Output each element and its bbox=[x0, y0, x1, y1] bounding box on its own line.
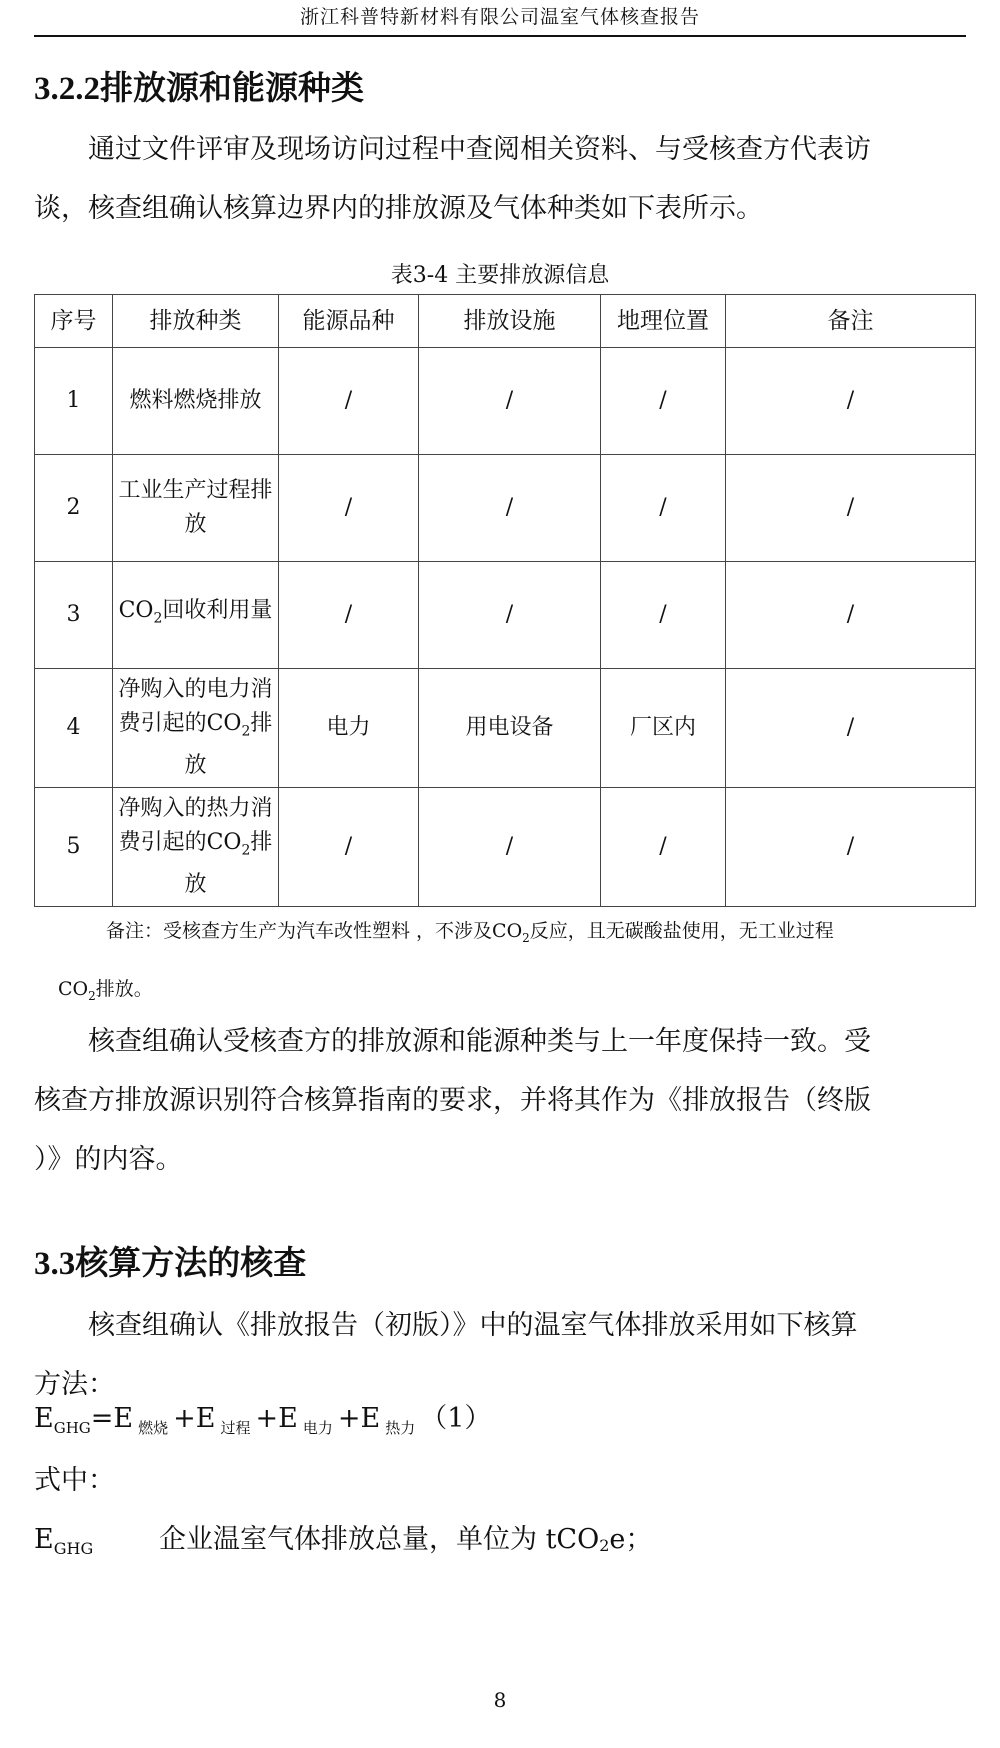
cell-remark: / bbox=[726, 455, 976, 562]
intro-line-2: 谈，核查组确认核算边界内的排放源及气体种类如下表所示。 bbox=[34, 193, 763, 224]
cell-energy: / bbox=[279, 455, 419, 562]
cell-type: 工业生产过程排放 bbox=[113, 455, 279, 562]
cell-location: / bbox=[601, 788, 726, 907]
method-line-2: 方法： bbox=[34, 1369, 115, 1400]
definition-row bbox=[34, 1517, 652, 1558]
section-title: 核算方法的核查 bbox=[75, 1243, 307, 1282]
cell-location: / bbox=[601, 455, 726, 562]
note-text: 备注：受核查方生产为汽车改性塑料 ，不涉及CO bbox=[106, 920, 523, 942]
header-type: 排放种类 bbox=[113, 295, 279, 348]
formula-subscript: GHG bbox=[53, 1419, 91, 1437]
table-row bbox=[35, 348, 976, 455]
cell-no: 3 bbox=[35, 562, 113, 669]
header-energy: 能源品种 bbox=[279, 295, 419, 348]
table-caption: 表3-4 主要排放源信息 bbox=[390, 263, 610, 288]
cell-facility: / bbox=[419, 788, 601, 907]
cell-type bbox=[113, 788, 279, 907]
symbol-subscript: GHG bbox=[53, 1539, 94, 1558]
cell-type-text: 排放 bbox=[184, 830, 273, 897]
cell-facility: 用电设备 bbox=[419, 669, 601, 788]
method-line-1: 核查组确认《排放报告（初版）》中的温室气体排放采用如下核算 bbox=[88, 1310, 858, 1341]
where-label: 式中： bbox=[34, 1465, 115, 1496]
header-remark: 备注 bbox=[726, 295, 976, 348]
cell-location: 厂区内 bbox=[601, 669, 726, 788]
formula-subscript: 过程 bbox=[220, 1419, 251, 1437]
intro-line-1: 通过文件评审及现场访问过程中查阅相关资料、与受核查方代表访 bbox=[88, 134, 871, 165]
cell-no: 4 bbox=[35, 669, 113, 788]
formula-symbol: +E bbox=[173, 1403, 216, 1434]
cell-type-text: 排放 bbox=[184, 711, 273, 778]
cell-remark: / bbox=[726, 669, 976, 788]
cell-remark: / bbox=[726, 562, 976, 669]
page-number: 8 bbox=[493, 1688, 507, 1712]
intro-paragraph bbox=[34, 120, 976, 238]
cell-no: 2 bbox=[35, 455, 113, 562]
cell-remark: / bbox=[726, 348, 976, 455]
formula-symbol: E bbox=[34, 1403, 54, 1434]
symbol-letter: E bbox=[34, 1524, 54, 1555]
conclusion-paragraph bbox=[34, 1012, 976, 1189]
table-row bbox=[35, 669, 976, 788]
cell-location: / bbox=[601, 348, 726, 455]
emission-formula bbox=[34, 1396, 491, 1438]
section-heading-3-3 bbox=[34, 1237, 306, 1284]
cell-type-text: 回收利用量 bbox=[162, 598, 273, 624]
conclusion-line-1: 核查组确认受核查方的排放源和能源种类与上一年度保持一致。受 bbox=[88, 1026, 871, 1057]
section-number: 3.2.2 bbox=[34, 71, 100, 107]
note-text: 排放。 bbox=[95, 977, 153, 1000]
cell-type: 燃料燃烧排放 bbox=[113, 348, 279, 455]
cell-facility: / bbox=[419, 455, 601, 562]
header-rule bbox=[34, 35, 966, 37]
emission-source-table bbox=[34, 294, 976, 907]
section-heading-3-2-2 bbox=[34, 62, 364, 109]
cell-no: 5 bbox=[35, 788, 113, 907]
table-header-row bbox=[35, 295, 976, 348]
cell-energy: / bbox=[279, 348, 419, 455]
formula-symbol: +E bbox=[255, 1403, 298, 1434]
cell-energy: 电力 bbox=[279, 669, 419, 788]
cell-type-text: 净购入的电力消费引起的CO bbox=[118, 677, 273, 737]
header-facility: 排放设施 bbox=[419, 295, 601, 348]
formula-subscript: 热力 bbox=[385, 1419, 416, 1437]
cell-remark: / bbox=[726, 788, 976, 907]
subscript: 2 bbox=[88, 988, 96, 1003]
note-text: 反应，且无碳酸盐使用，无工业过程 bbox=[529, 920, 834, 942]
formula-subscript: 电力 bbox=[302, 1419, 333, 1437]
subscript: 2 bbox=[241, 723, 251, 740]
definition-text: 企业温室气体排放总量，单位为 tCO bbox=[159, 1524, 600, 1555]
cell-facility: / bbox=[419, 348, 601, 455]
table-note bbox=[34, 906, 976, 1022]
header-location: 地理位置 bbox=[601, 295, 726, 348]
cell-energy: / bbox=[279, 562, 419, 669]
section-number: 3.3 bbox=[34, 1246, 76, 1282]
definition-text: e； bbox=[609, 1524, 653, 1555]
table-row bbox=[35, 788, 976, 907]
cell-location: / bbox=[601, 562, 726, 669]
cell-energy: / bbox=[279, 788, 419, 907]
conclusion-line-3: ）》的内容。 bbox=[34, 1144, 183, 1175]
subscript: 2 bbox=[522, 930, 530, 945]
formula-subscript: 燃烧 bbox=[138, 1419, 169, 1437]
formula-symbol: =E bbox=[90, 1403, 134, 1434]
formula-number: （1） bbox=[420, 1403, 492, 1434]
subscript: 2 bbox=[153, 610, 163, 627]
cell-facility: / bbox=[419, 562, 601, 669]
conclusion-line-2: 核查方排放源识别符合核算指南的要求，并将其作为《排放报告（终版 bbox=[34, 1085, 871, 1116]
table-row bbox=[35, 455, 976, 562]
cell-type-text: 净购入的热力消费引起的CO bbox=[118, 796, 273, 856]
note-text: CO bbox=[58, 977, 89, 1000]
definition-symbol bbox=[34, 1524, 159, 1558]
section-title: 排放源和能源种类 bbox=[100, 68, 364, 107]
running-header: 浙江科普特新材料有限公司温室气体核查报告 bbox=[299, 6, 700, 28]
cell-type bbox=[113, 562, 279, 669]
cell-type bbox=[113, 669, 279, 788]
header-no: 序号 bbox=[35, 295, 113, 348]
formula-symbol: +E bbox=[337, 1403, 381, 1434]
definition-subscript: 2 bbox=[599, 1536, 610, 1555]
subscript: 2 bbox=[241, 842, 251, 859]
cell-type-text: CO bbox=[118, 598, 154, 624]
table-row bbox=[35, 562, 976, 669]
cell-no: 1 bbox=[35, 348, 113, 455]
